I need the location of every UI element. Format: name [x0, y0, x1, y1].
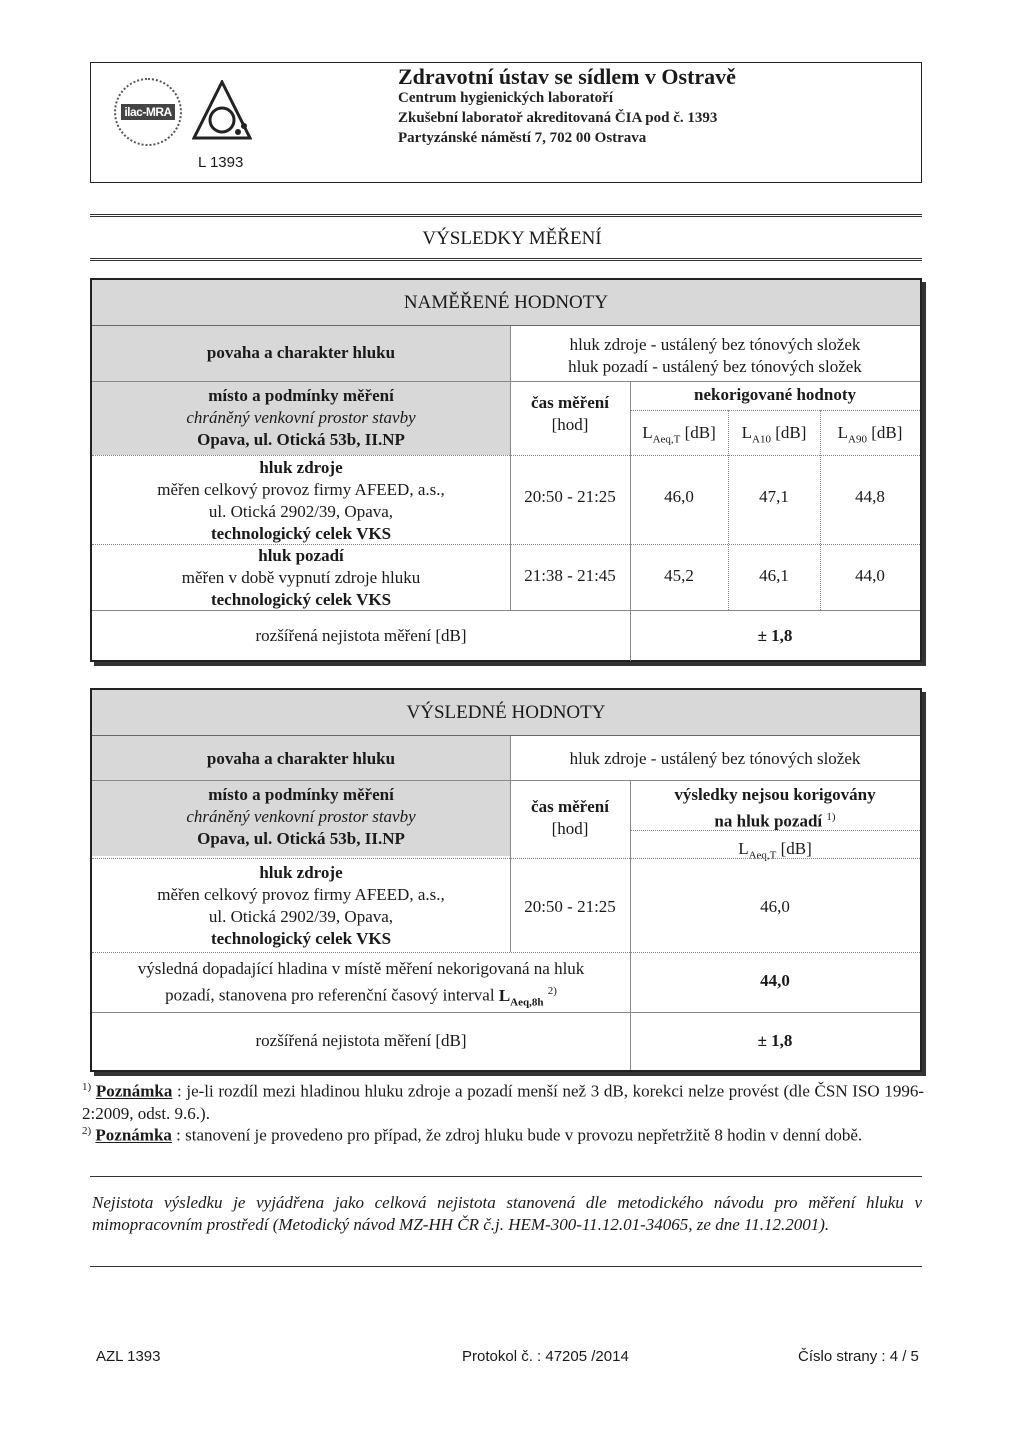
result-corrected-label: výsledky nejsou korigovány na hluk pozadí $^{1)}$ [674, 785, 876, 831]
footer-page-number: Číslo strany : 4 / 5 [798, 1348, 919, 1365]
grid-line [630, 830, 920, 831]
grid-line [630, 410, 920, 411]
noise-character-value-1: hluk zdroje - ustálený bez tónových složek [569, 335, 861, 354]
time-unit: [hod] [551, 415, 589, 434]
result-row-source-desc: hluk zdroje měřen celkový provoz firmy AFEED, a.s., ul. Otická 2902/39, Opava, technologický celek VKS [157, 863, 445, 948]
footer-protocol-number: Protokol č. : 47205 /2014 [462, 1348, 629, 1365]
place-address: Opava, ul. Otická 53b, II.NP [197, 430, 405, 449]
grid-line [630, 381, 631, 661]
resulting-level-label: výsledná dopadající hladina v místě měření nekorigovaná na hluk pozadí, stanovena pro referenční časový interval $L_{Aeq,8h}$ $^{2)}$ [137, 959, 585, 1009]
result-col-laeq-header: $L_{Aeq,T}$ [dB] [738, 839, 812, 862]
grid-line [92, 455, 920, 456]
result-row-source-time: 20:50 - 21:25 [524, 897, 616, 916]
result-uncertainty-value: ± 1,8 [757, 1031, 793, 1050]
notes-rule-bottom [90, 1266, 922, 1267]
col-la10-header: $L_{A10}$ [dB] [741, 423, 807, 446]
time-header-cell [510, 392, 630, 452]
place-subtitle: chráněný venkovní prostor stavby [186, 408, 416, 427]
measured-row-source-laeq: 46,0 [664, 487, 694, 506]
uncorrected-label: nekorigované hodnoty [694, 385, 856, 404]
measured-row-source-la10: 47,1 [759, 487, 789, 506]
lab-code: L 1393 [198, 154, 244, 171]
note-2: $^{2)}$ Poznámka : stanovení je provedeno pro případ, že zdroj hluku bude v provozu nepřetržitě 8 hodin v denní době. [82, 1125, 863, 1145]
measured-uncertainty-value: ± 1,8 [757, 626, 793, 645]
noise-character-value-cell [510, 328, 920, 383]
uncertainty-note: Nejistota výsledku je vyjádřena jako celková nejistota stanovená dle metodického návodu pro měření hluku v mimopracovním prostředí (Metodický návod MZ-HH ČR č.j. HEM-300-11.12.01-34065, ze dne 11.12.2001). [92, 1193, 922, 1234]
place-label-cell [92, 381, 510, 455]
org-line-1: Centrum hygienických laboratoří [398, 90, 613, 106]
measured-row-background-desc: hluk pozadí měřen v době vypnutí zdroje hluku technologický celek VKS [181, 546, 421, 609]
cia-accreditation-logo [192, 80, 252, 142]
measured-row-background-la90: 44,0 [855, 566, 885, 585]
grid-line [510, 326, 511, 610]
noise-character-label-cell [92, 326, 510, 381]
grid-line [92, 858, 920, 859]
grid-line [728, 410, 729, 610]
result-noise-character-label-cell [92, 736, 510, 780]
grid-line [92, 544, 920, 545]
result-time-header: čas měření [hod] [531, 797, 609, 838]
result-noise-character-value: hluk zdroje - ustálený bez tónových složek [569, 749, 861, 768]
measured-row-background-la10: 46,1 [759, 566, 789, 585]
time-label: čas měření [531, 393, 609, 412]
col-laeq-header: $L_{Aeq,T}$ [dB] [642, 423, 716, 446]
measured-heading: NAMĚŘENÉ HODNOTY [92, 280, 920, 326]
measured-row-source-time: 20:50 - 21:25 [524, 487, 616, 506]
grid-line [92, 780, 920, 781]
title-rule-bottom [90, 258, 922, 261]
place-label: místo a podmínky měření [208, 386, 394, 405]
grid-line [92, 610, 920, 611]
grid-line [92, 381, 920, 382]
measured-row-background-time: 21:38 - 21:45 [524, 566, 616, 585]
noise-character-label: povaha a charakter hluku [206, 343, 396, 362]
grid-line [630, 780, 631, 1070]
measured-row-source-la90: 44,8 [855, 487, 885, 506]
notes-rule [90, 1176, 922, 1177]
grid-line [820, 410, 821, 610]
result-heading: VÝSLEDNÉ HODNOTY [92, 690, 920, 736]
note-1: $^{1)}$ Poznámka : je-li rozdíl mezi hladinou hluku zdroje a pozadí menší než 3 dB, korekci nelze provést (dle ČSN ISO 1996-2:2009, odst. 9.6.). [82, 1081, 924, 1123]
result-noise-character-label: povaha a charakter hluku [206, 749, 396, 768]
grid-line [510, 736, 511, 952]
ilac-mra-logo [114, 78, 182, 146]
page-title: VÝSLEDKY MĚŘENÍ [422, 228, 602, 249]
org-line-2: Zkušební laboratoř akreditovaná ČIA pod č. 1393 [398, 110, 718, 126]
org-name: Zdravotní ústav se sídlem v Ostravě [398, 64, 736, 89]
result-uncertainty-label: rozšířená nejistota měření [dB] [255, 1031, 467, 1050]
measured-uncertainty-label: rozšířená nejistota měření [dB] [255, 626, 467, 645]
title-rule-top [90, 214, 922, 217]
ilac-logo-text: ilac-MRA [121, 104, 174, 120]
result-values-table [90, 688, 922, 1072]
measured-values-table [90, 278, 922, 662]
noise-character-value-2: hluk pozadí - ustálený bez tónových složek [568, 357, 862, 376]
footer-lab-code: AZL 1393 [96, 1348, 161, 1365]
org-line-3: Partyzánské náměstí 7, 702 00 Ostrava [398, 130, 647, 146]
measured-row-source-desc: hluk zdroje měřen celkový provoz firmy AFEED, a.s., ul. Otická 2902/39, Opava, technologický celek VKS [157, 458, 445, 543]
measured-row-background-laeq: 45,2 [664, 566, 694, 585]
grid-line [92, 1012, 920, 1013]
col-la90-header: $L_{A90}$ [dB] [837, 423, 903, 446]
grid-line [92, 952, 920, 953]
result-place-label-cell: místo a podmínky měření chráněný venkovní prostor stavby Opava, ul. Otická 53b, II.NP [92, 780, 510, 856]
resulting-level-value: 44,0 [760, 971, 790, 990]
result-row-source-laeq: 46,0 [760, 897, 790, 916]
